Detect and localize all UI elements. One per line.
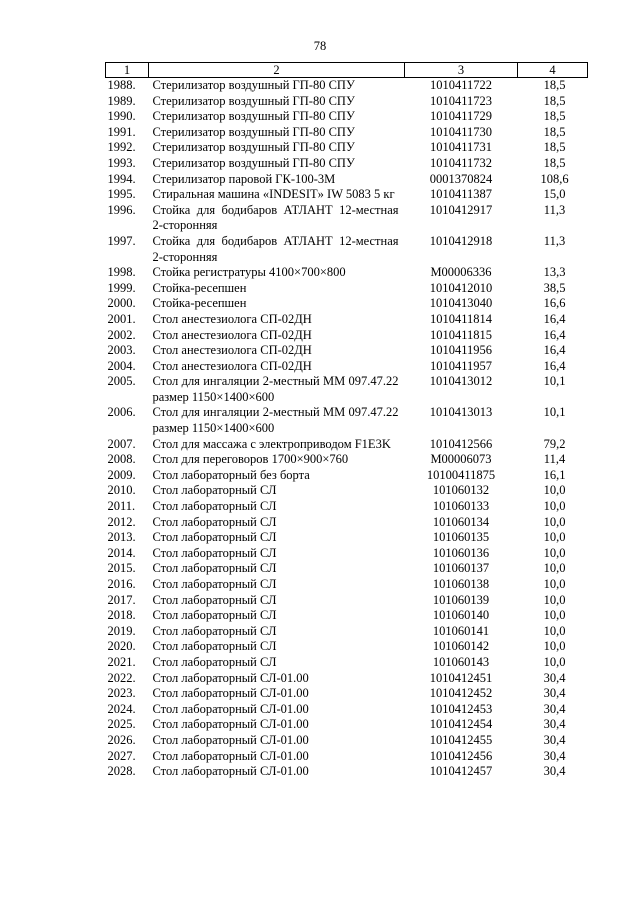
row-number: 2016. <box>107 577 136 591</box>
table-row <box>106 374 588 405</box>
item-value: 10,0 <box>543 483 566 498</box>
table-row <box>106 452 588 468</box>
inventory-code: 101060142 <box>432 639 490 654</box>
column-header-1: 1 <box>106 63 149 78</box>
table-row <box>106 468 588 484</box>
table-row <box>106 125 588 141</box>
inventory-code: 101060136 <box>432 545 490 560</box>
inventory-code: 1010412455 <box>429 732 493 747</box>
row-number: 2007. <box>107 436 136 451</box>
item-name: Стол лабораторный СЛ <box>152 483 277 498</box>
inventory-code: 1010411731 <box>429 140 493 155</box>
item-name: Стерилизатор воздушный ГП-80 СПУ <box>152 140 355 155</box>
row-number: 2000. <box>107 296 136 311</box>
item-value: 18,5 <box>543 140 566 155</box>
item-value: 18,5 <box>543 155 566 170</box>
item-name: Стол анестезиолога СП-02ДН <box>152 358 312 373</box>
inventory-code: 101060133 <box>432 499 490 514</box>
item-value: 11,4 <box>543 452 566 467</box>
table-row <box>106 624 588 640</box>
item-name: Стойка для бодибаров АТЛАНТ 12-местная 2-сторонняя <box>152 202 399 233</box>
item-name: Стол лабораторный СЛ-01.00 <box>152 717 309 732</box>
row-number: 2018. <box>107 608 136 623</box>
table-row <box>106 717 588 733</box>
inventory-code: 1010411730 <box>429 124 493 139</box>
item-value: 18,5 <box>543 124 566 139</box>
item-name: Стиральная машина «INDESIT» IW 5083 5 кг <box>152 187 395 202</box>
inventory-code: 101060140 <box>432 608 490 623</box>
table-row <box>106 577 588 593</box>
item-value: 10,1 <box>543 374 566 389</box>
row-number: 2005. <box>107 374 136 389</box>
row-number: 1998. <box>107 265 136 280</box>
table-row <box>106 296 588 312</box>
item-name: Стол лабораторный СЛ-01.00 <box>152 764 309 779</box>
table-row <box>106 172 588 188</box>
table-row <box>106 671 588 687</box>
table-row <box>106 499 588 515</box>
item-name: Стол лабораторный СЛ-01.00 <box>152 686 309 701</box>
item-value: 10,0 <box>543 514 566 529</box>
item-name: Стол лабораторный СЛ <box>152 592 277 607</box>
table-row <box>106 78 588 94</box>
inventory-code: 1010412010 <box>429 280 493 295</box>
item-value: 11,3 <box>543 233 566 248</box>
table-row <box>106 281 588 297</box>
inventory-code: 1010413013 <box>429 405 493 420</box>
item-value: 10,0 <box>543 530 566 545</box>
table-row <box>106 655 588 671</box>
item-name: Стол лабораторный СЛ <box>152 530 277 545</box>
table-row <box>106 140 588 156</box>
table-row <box>106 312 588 328</box>
item-name: Стол лабораторный СЛ-01.00 <box>152 748 309 763</box>
table-body <box>106 78 588 780</box>
row-number: 1990. <box>107 109 136 124</box>
inventory-code: 101060139 <box>432 592 490 607</box>
item-value: 10,0 <box>543 545 566 560</box>
item-name: Стол лабораторный СЛ <box>152 577 277 591</box>
inventory-table <box>105 62 588 780</box>
row-number: 1991. <box>107 124 136 139</box>
row-number: 2020. <box>107 639 136 654</box>
item-value: 16,6 <box>543 296 566 311</box>
table-row <box>106 343 588 359</box>
row-number: 1993. <box>107 155 136 170</box>
inventory-code: 1010411722 <box>429 78 493 92</box>
item-value: 10,1 <box>543 405 566 420</box>
row-number: 2023. <box>107 686 136 701</box>
inventory-code: 1010411957 <box>429 358 493 373</box>
row-number: 2025. <box>107 717 136 732</box>
item-value: 16,4 <box>543 327 566 342</box>
inventory-code: 101060135 <box>432 530 490 545</box>
item-value: 30,4 <box>543 701 566 716</box>
inventory-code: 1010412454 <box>429 717 493 732</box>
table-row <box>106 437 588 453</box>
item-value: 30,4 <box>543 748 566 763</box>
inventory-code: 1010411956 <box>429 343 493 358</box>
item-value: 18,5 <box>543 78 566 92</box>
item-value: 10,0 <box>543 639 566 654</box>
item-name: Стойка регистратуры 4100×700×800 <box>152 265 346 280</box>
item-value: 38,5 <box>543 280 566 295</box>
table-row <box>106 608 588 624</box>
table-row <box>106 203 588 234</box>
item-value: 11,3 <box>543 202 566 217</box>
item-value: 10,0 <box>543 608 566 623</box>
header-row <box>106 63 588 78</box>
row-number: 2011. <box>107 499 136 514</box>
item-name: Стол лабораторный СЛ <box>152 608 277 623</box>
table-row <box>106 764 588 780</box>
inventory-code: 1010413040 <box>429 296 493 311</box>
table-row <box>106 328 588 344</box>
item-value: 79,2 <box>543 436 566 451</box>
inventory-code: 101060132 <box>432 483 490 498</box>
table-row <box>106 515 588 531</box>
inventory-code: 1010411387 <box>429 187 493 202</box>
item-name: Стол для массажа с электроприводом F1E3K <box>152 436 391 451</box>
item-value: 16,4 <box>543 311 566 326</box>
item-name: Стойка-ресепшен <box>152 280 247 295</box>
inventory-code: 1010411723 <box>429 93 493 108</box>
row-number: 2028. <box>107 764 136 779</box>
row-number: 2008. <box>107 452 136 467</box>
item-value: 108,6 <box>540 171 569 186</box>
item-value: 18,5 <box>543 93 566 108</box>
item-name: Стол анестезиолога СП-02ДН <box>152 327 312 342</box>
inventory-code: 101060134 <box>432 514 490 529</box>
row-number: 1996. <box>107 202 136 217</box>
row-number: 2003. <box>107 343 136 358</box>
item-name: Стерилизатор воздушный ГП-80 СПУ <box>152 93 355 108</box>
item-value: 18,5 <box>543 109 566 124</box>
inventory-code: 1010412566 <box>429 436 493 451</box>
row-number: 2006. <box>107 405 136 420</box>
table-row <box>106 749 588 765</box>
item-name: Стол лабораторный СЛ <box>152 654 277 669</box>
table-row <box>106 546 588 562</box>
table-header <box>106 63 588 78</box>
item-value: 10,0 <box>543 592 566 607</box>
row-number: 1988. <box>107 78 136 92</box>
inventory-code: 1010412918 <box>429 233 493 248</box>
item-name: Стол лабораторный СЛ <box>152 561 277 576</box>
inventory-code: 101060143 <box>432 654 490 669</box>
item-name: Стол лабораторный СЛ-01.00 <box>152 732 309 747</box>
item-value: 30,4 <box>543 732 566 747</box>
inventory-code: 1010412456 <box>429 748 493 763</box>
column-header-2: 2 <box>149 63 405 78</box>
item-value: 10,0 <box>543 623 566 638</box>
item-name: Стол лабораторный СЛ <box>152 514 277 529</box>
row-number: 1994. <box>107 171 136 186</box>
row-number: 2002. <box>107 327 136 342</box>
row-number: 1995. <box>107 187 136 202</box>
item-value: 10,0 <box>543 654 566 669</box>
inventory-code: М00006336 <box>430 265 492 280</box>
item-name: Стерилизатор воздушный ГП-80 СПУ <box>152 78 355 92</box>
item-name: Стол лабораторный СЛ <box>152 499 277 514</box>
item-name: Стойка-ресепшен <box>152 296 247 311</box>
inventory-code: 101060141 <box>432 623 490 638</box>
inventory-code: 1010411729 <box>429 109 493 124</box>
inventory-code: 1010412451 <box>429 670 493 685</box>
inventory-code: 101060137 <box>432 561 490 576</box>
item-name: Стол для ингаляции 2-местный ММ 097.47.22 размер 1150×1400×600 <box>152 374 399 404</box>
row-number: 2024. <box>107 701 136 716</box>
row-number: 2009. <box>107 467 136 482</box>
table-row <box>106 265 588 281</box>
column-header-4: 4 <box>518 63 588 78</box>
table-row <box>106 639 588 655</box>
inventory-code: 0001370824 <box>429 171 493 186</box>
table-row <box>106 686 588 702</box>
item-name: Стол анестезиолога СП-02ДН <box>152 311 312 326</box>
inventory-code: М00006073 <box>430 452 492 467</box>
row-number: 2021. <box>107 654 136 669</box>
table-row <box>106 593 588 609</box>
item-name: Стол для переговоров 1700×900×760 <box>152 452 349 467</box>
table-row <box>106 156 588 172</box>
row-number: 1999. <box>107 280 136 295</box>
table-row <box>106 234 588 265</box>
item-value: 10,0 <box>543 577 566 591</box>
table-row <box>106 483 588 499</box>
item-name: Стерилизатор воздушный ГП-80 СПУ <box>152 109 355 124</box>
inventory-code: 10100411875 <box>426 467 496 482</box>
inventory-code: 1010412453 <box>429 701 493 716</box>
row-number: 2017. <box>107 592 136 607</box>
item-name: Стол анестезиолога СП-02ДН <box>152 343 312 358</box>
page-number: 78 <box>313 39 327 53</box>
item-value: 15,0 <box>543 187 566 202</box>
row-number: 2022. <box>107 670 136 685</box>
item-name: Стерилизатор паровой ГК-100-3М <box>152 171 336 186</box>
row-number: 2012. <box>107 514 136 529</box>
item-value: 30,4 <box>543 764 566 779</box>
item-name: Стерилизатор воздушный ГП-80 СПУ <box>152 124 355 139</box>
item-value: 16,4 <box>543 343 566 358</box>
row-number: 2013. <box>107 530 136 545</box>
table-row <box>106 187 588 203</box>
item-name: Стол лабораторный без борта <box>152 467 310 482</box>
item-value: 10,0 <box>543 561 566 576</box>
item-name: Стерилизатор воздушный ГП-80 СПУ <box>152 155 355 170</box>
item-name: Стол лабораторный СЛ-01.00 <box>152 670 309 685</box>
table-row <box>106 405 588 436</box>
item-name: Стол лабораторный СЛ <box>152 639 277 654</box>
item-name: Стол лабораторный СЛ <box>152 545 277 560</box>
row-number: 2015. <box>107 561 136 576</box>
table-row <box>106 702 588 718</box>
table-row <box>106 530 588 546</box>
row-number: 1997. <box>107 233 136 248</box>
item-value: 30,4 <box>543 686 566 701</box>
column-header-3: 3 <box>405 63 518 78</box>
row-number: 2014. <box>107 545 136 560</box>
inventory-code: 1010413012 <box>429 374 493 389</box>
table-row <box>106 733 588 749</box>
row-number: 2027. <box>107 748 136 763</box>
row-number: 2001. <box>107 311 136 326</box>
row-number: 2004. <box>107 358 136 373</box>
item-value: 16,1 <box>543 467 566 482</box>
item-value: 13,3 <box>543 265 566 280</box>
item-name: Стол для ингаляции 2-местный ММ 097.47.22 размер 1150×1400×600 <box>152 405 399 436</box>
table-row <box>106 109 588 125</box>
inventory-code: 1010411814 <box>429 311 493 326</box>
row-number: 2010. <box>107 483 136 498</box>
table-row <box>106 561 588 577</box>
inventory-code: 1010412917 <box>429 202 493 217</box>
inventory-code: 1010411732 <box>429 155 493 170</box>
item-name: Стол лабораторный СЛ <box>152 623 277 638</box>
table-row <box>106 94 588 110</box>
inventory-code: 1010412452 <box>429 686 493 701</box>
item-name: Стойка для бодибаров АТЛАНТ 12-местная 2-сторонняя <box>152 233 399 264</box>
row-number: 1992. <box>107 140 136 155</box>
row-number: 2026. <box>107 732 136 747</box>
inventory-code: 1010411815 <box>429 327 493 342</box>
row-number: 2019. <box>107 623 136 638</box>
item-value: 10,0 <box>543 499 566 514</box>
table-row <box>106 359 588 375</box>
item-value: 30,4 <box>543 670 566 685</box>
item-value: 30,4 <box>543 717 566 732</box>
item-value: 16,4 <box>543 358 566 373</box>
inventory-code: 1010412457 <box>429 764 493 779</box>
inventory-code: 101060138 <box>432 577 490 591</box>
row-number: 1989. <box>107 93 136 108</box>
item-name: Стол лабораторный СЛ-01.00 <box>152 701 309 716</box>
